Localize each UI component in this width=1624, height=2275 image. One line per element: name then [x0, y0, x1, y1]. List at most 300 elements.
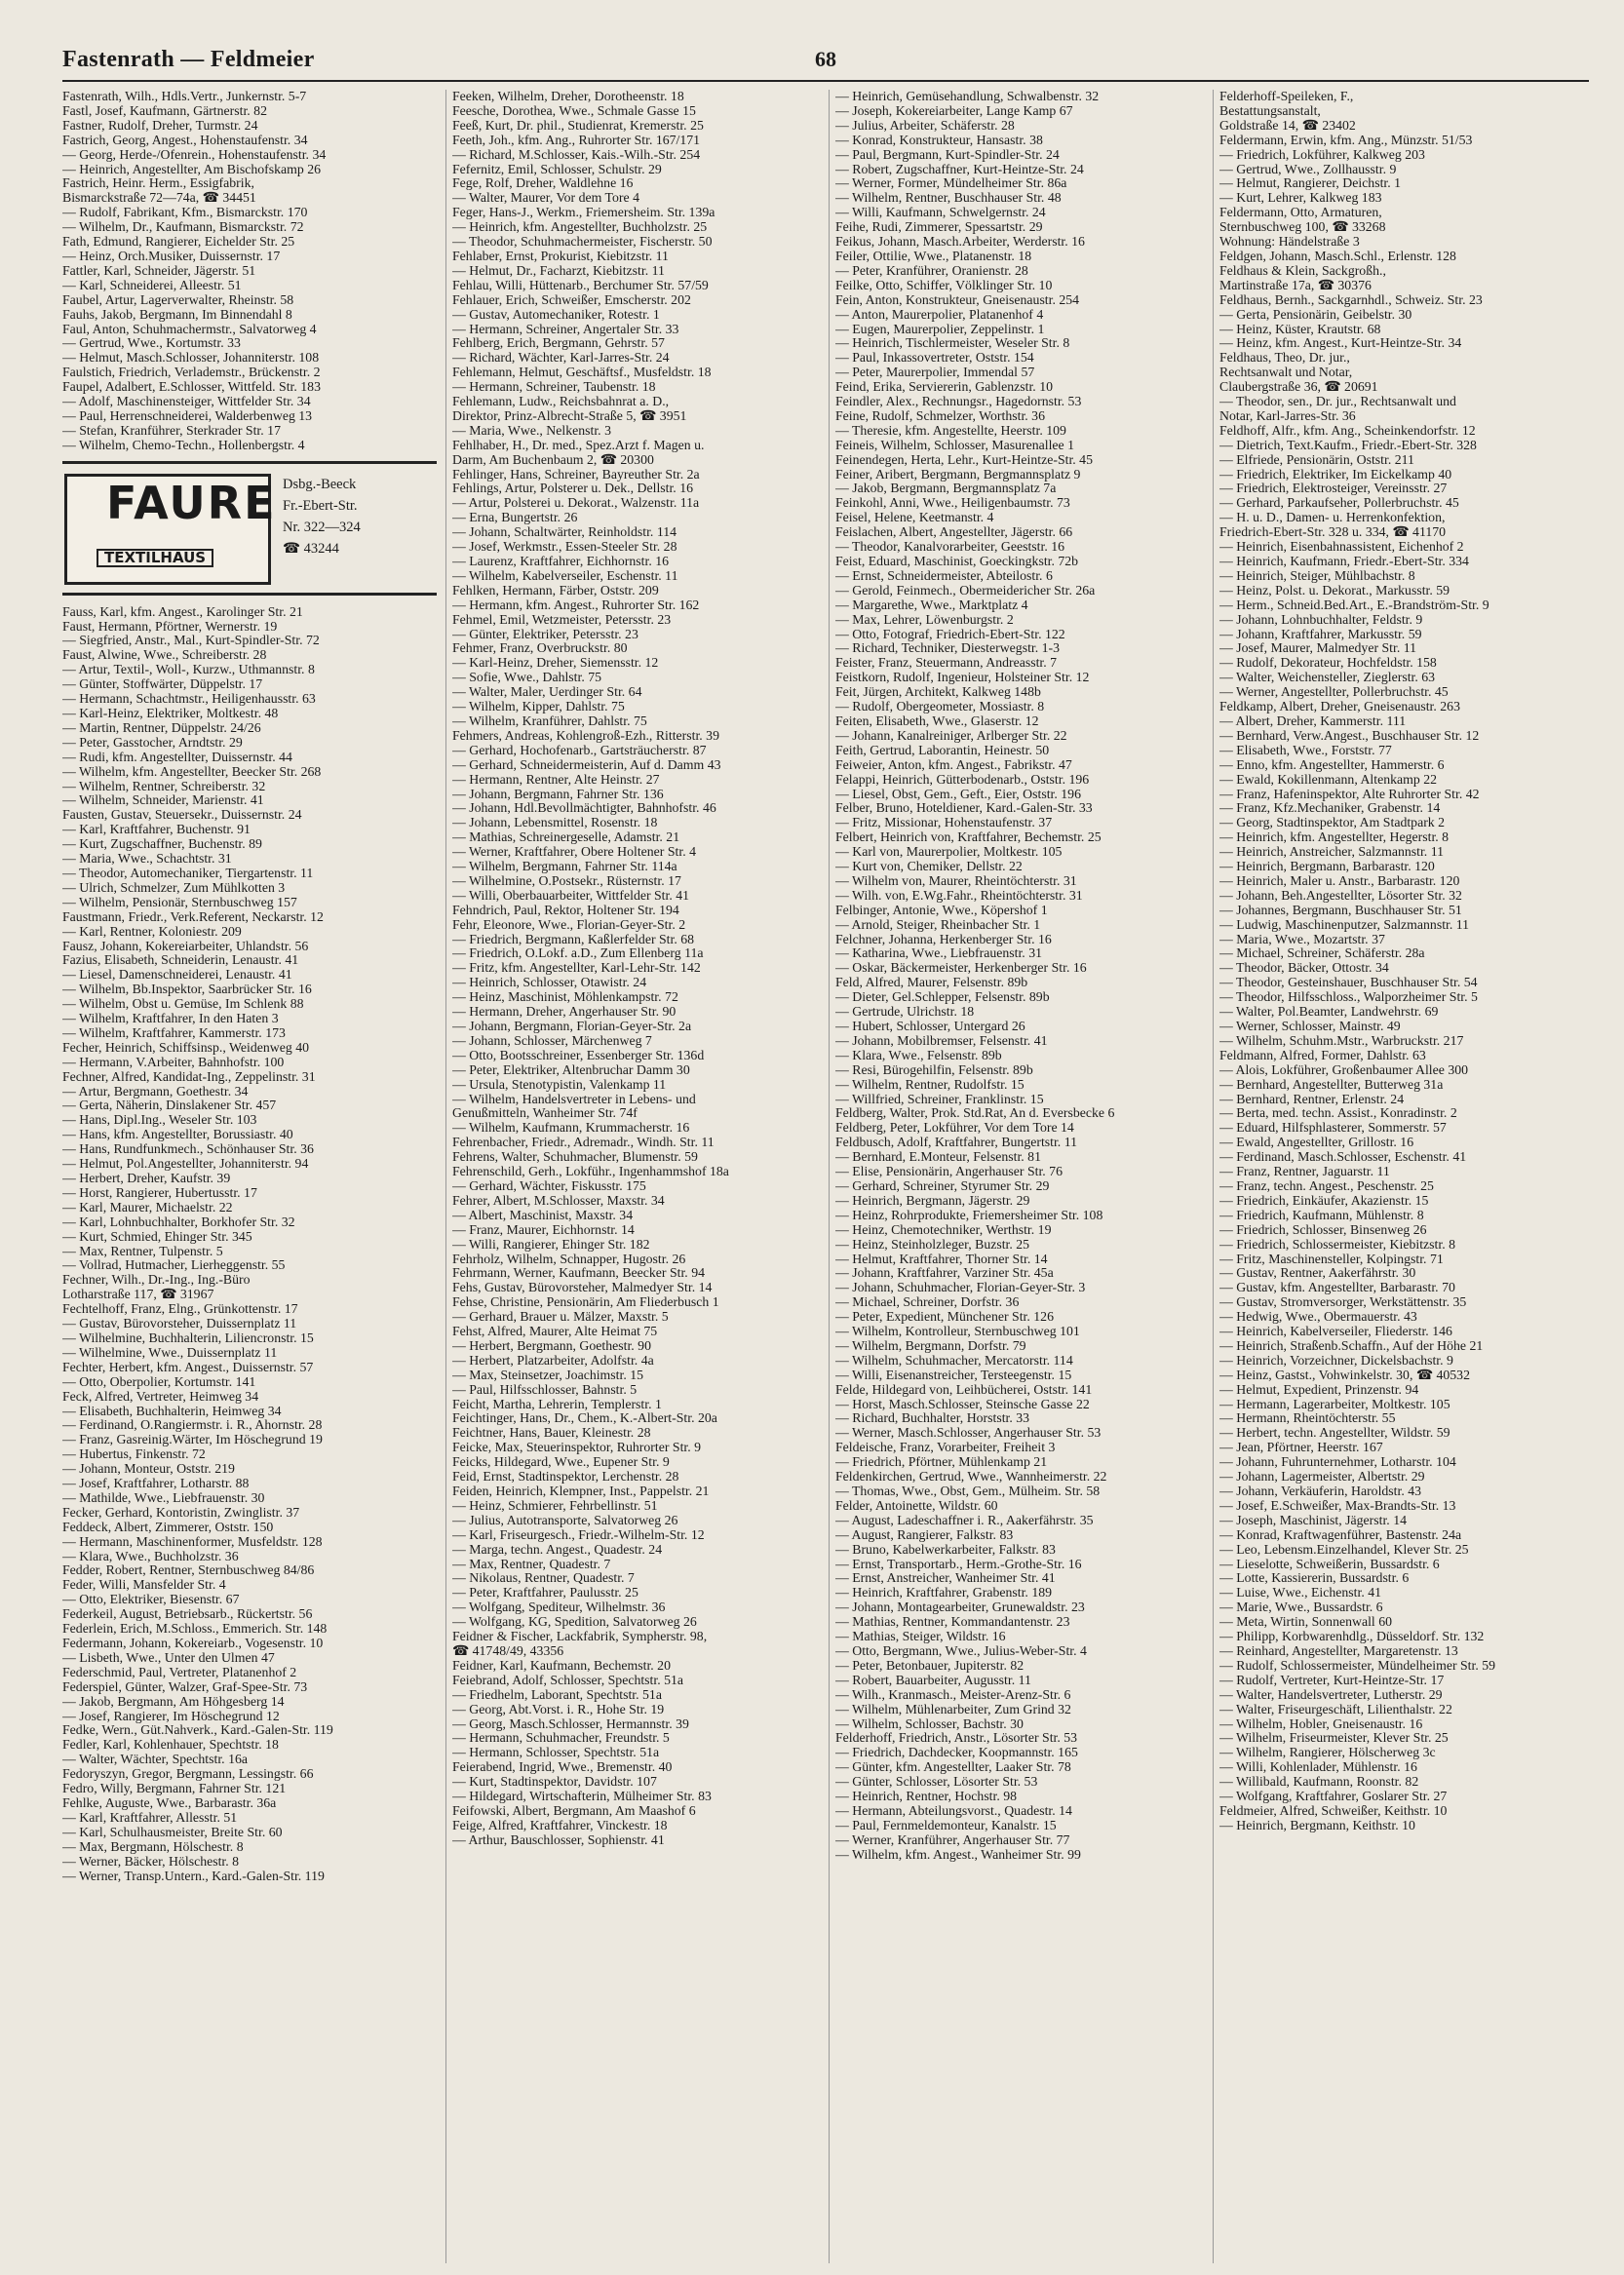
directory-entry: Feldkamp, Albert, Dreher, Gneisenaustr. 263 [1219, 700, 1460, 714]
directory-entry: Fastl, Josef, Kaufmann, Gärtnerstr. 82 [62, 103, 267, 118]
directory-entry: Feeken, Wilhelm, Dreher, Dorotheenstr. 18 [452, 90, 684, 103]
directory-entry: — Wilhelm, Kontrolleur, Sternbuschweg 101 [835, 1325, 1080, 1339]
directory-entry: Fehrenschild, Gerh., Lokführ., Ingenhammshof 18a [452, 1165, 729, 1179]
directory-entry: — Wilhelm, Bergmann, Fahrner Str. 114a [452, 860, 677, 874]
directory-entry: Fehlke, Auguste, Wwe., Barbarastr. 36a [62, 1795, 277, 1810]
directory-entry: — Friedrich, Bergmann, Kaßlerfelder Str. 68 [452, 932, 695, 946]
directory-entry: Fechtelhoff, Franz, Elng., Grünkottenstr. 17 [62, 1302, 298, 1317]
directory-entry: Fedoryszyn, Gregor, Bergmann, Lessingstr. 66 [62, 1767, 314, 1782]
directory-entry: Fehrmann, Werner, Kaufmann, Beecker Str. 94 [452, 1266, 705, 1281]
directory-entry: — Helmut, Pol.Angestellter, Johanniterstr. 94 [62, 1157, 309, 1172]
directory-entry: Felderhoff-Speileken, F., [1219, 90, 1354, 103]
directory-entry: — Jakob, Bergmann, Bergmannsplatz 7a [835, 482, 1057, 496]
directory-entry: — Fritz, Missionar, Hohenstaufenstr. 37 [835, 816, 1053, 830]
directory-entry: — Johannes, Bergmann, Buschhauser Str. 51 [1219, 903, 1462, 917]
directory-entry: — Wilhelm, Schuhmacher, Mercatorstr. 114 [835, 1353, 1073, 1368]
directory-entry: — Wilhelm, Handelsvertreter in Lebens- und [452, 1092, 696, 1106]
directory-entry: — Friedrich, Elektrosteiger, Vereinsstr. 27 [1219, 482, 1448, 496]
directory-entry: Federschmid, Paul, Vertreter, Platanenhof 2 [62, 1665, 297, 1679]
faure-address [283, 474, 361, 559]
directory-entry: — Friedrich, Dachdecker, Koopmannstr. 165 [835, 1746, 1078, 1760]
directory-entry: — Werner, Masch.Schlosser, Angerhauser Str. 53 [835, 1426, 1102, 1441]
directory-entry: — H. u. D., Damen- u. Herrenkonfektion, [1219, 511, 1446, 525]
directory-entry: Feldberg, Peter, Lokführer, Vor dem Tore 14 [835, 1121, 1074, 1136]
directory-entry: — Otto, Oberpolier, Kortumstr. 141 [62, 1374, 256, 1389]
directory-entry: Felbinger, Antonie, Wwe., Köpershof 1 [835, 903, 1048, 917]
directory-entry: — Fritz, Maschinensteller, Kolpingstr. 71 [1219, 1252, 1444, 1266]
directory-entry: — Klara, Wwe., Buchholzstr. 36 [62, 1549, 239, 1563]
directory-entry: — Wilhelm, Chemo-Techn., Hollenbergstr. 4 [62, 438, 305, 452]
directory-entry: — Heinrich, Maler u. Anstr., Barbarastr. 120 [1219, 873, 1460, 888]
directory-entry: — Wilhelm, Rangierer, Hölscherweg 3c [1219, 1746, 1436, 1760]
directory-entry: Fefernitz, Emil, Schlosser, Schulstr. 29 [452, 162, 662, 176]
directory-entry: — Wilhelm von, Maurer, Rheintöchterstr. 31 [835, 873, 1077, 888]
directory-entry: — Kurt von, Chemiker, Dellstr. 22 [835, 860, 1023, 874]
directory-entry: — Hans, Rundfunkmech., Schönhauser Str. 36 [62, 1142, 314, 1157]
directory-entry: — Willi, Rangierer, Ehinger Str. 182 [452, 1237, 650, 1252]
directory-entry: — Max, Rentner, Tulpenstr. 5 [62, 1244, 223, 1258]
faure-advertisement [62, 461, 437, 596]
directory-entry: Feeß, Kurt, Dr. phil., Studienrat, Kremerstr. 25 [452, 118, 704, 133]
directory-entry: — Willi, Kohlenlader, Mühlenstr. 16 [1219, 1760, 1417, 1775]
directory-entry: — Mathias, Schreinergeselle, Adamstr. 21 [452, 830, 680, 845]
directory-entry: Feinendegen, Herta, Lehr., Kurt-Heintze-Str. 45 [835, 452, 1093, 467]
directory-entry: — Artur, Textil-, Woll-, Kurzw., Uthmannstr. 8 [62, 663, 315, 677]
directory-entry: Feidner, Karl, Kaufmann, Bechemstr. 20 [452, 1658, 671, 1673]
directory-entry: — Johann, Bergmann, Florian-Geyer-Str. 2a [452, 1020, 692, 1033]
directory-entry: — Mathias, Steiger, Wildstr. 16 [835, 1630, 1006, 1644]
directory-entry: Fausz, Johann, Kokereiarbeiter, Uhlandstr. 56 [62, 939, 309, 953]
directory-entry: — Sofie, Wwe., Dahlstr. 75 [452, 671, 602, 685]
directory-entry: Feiweier, Anton, kfm. Angest., Fabrikstr. 47 [835, 757, 1072, 772]
directory-entry: — Günter, Stoffwärter, Düppelstr. 17 [62, 677, 263, 692]
directory-entry: Feid, Ernst, Stadtinspektor, Lerchenstr. 28 [452, 1470, 679, 1485]
directory-entry: — Bernhard, Verw.Angest., Buschhauser Str. 12 [1219, 728, 1480, 743]
directory-entry: — Gustav, Automechaniker, Rotestr. 1 [452, 307, 660, 322]
directory-entry: Feeth, Joh., kfm. Ang., Ruhrorter Str. 167/171 [452, 133, 701, 147]
directory-entry: Felderhoff, Friedrich, Anstr., Lösorter Str. 53 [835, 1731, 1078, 1746]
directory-entry: — Marga, techn. Angest., Quadestr. 24 [452, 1542, 663, 1557]
directory-entry: — Johann, Verkäuferin, Haroldstr. 43 [1219, 1485, 1422, 1498]
directory-entry: — Erna, Bungertstr. 26 [452, 511, 578, 525]
directory-entry: — Wilhelm, kfm. Angest., Wanheimer Str. 99 [835, 1847, 1081, 1862]
directory-entry: — Walter, Maler, Uerdinger Str. 64 [452, 685, 642, 700]
directory-entry: Fehrens, Walter, Schuhmacher, Blumenstr. 59 [452, 1150, 698, 1165]
directory-entry: — Otto, Elektriker, Biesenstr. 67 [62, 1593, 240, 1607]
directory-entry: — Herm., Schneid.Bed.Art., E.-Brandström-Str. 9 [1219, 598, 1489, 612]
directory-entry: — Peter, Kraftfahrer, Paulusstr. 25 [452, 1586, 638, 1600]
directory-entry: — Gerta, Näherin, Dinslakener Str. 457 [62, 1099, 277, 1113]
directory-entry: — Peter, Kranführer, Oranienstr. 28 [835, 263, 1028, 278]
directory-entry: Feiner, Aribert, Bergmann, Bergmannsplatz 9 [835, 467, 1081, 482]
directory-entry: — Walter, Weichensteller, Zieglerstr. 63 [1219, 671, 1436, 685]
directory-entry: — Lieselotte, Schweißerin, Bussardstr. 6 [1219, 1557, 1440, 1571]
directory-entry: — Helmut, Rangierer, Deichstr. 1 [1219, 176, 1402, 191]
directory-entry: — Franz, Maurer, Eichhornstr. 14 [452, 1222, 635, 1237]
directory-entry: — Gerhard, Schneidermeisterin, Auf d. Damm 43 [452, 757, 721, 772]
directory-entry: Lotharstraße 117, ☎ 31967 [62, 1288, 214, 1302]
directory-entry: Darm, Am Buchenbaum 2, ☎ 20300 [452, 452, 654, 467]
directory-entry: — Hermann, Dreher, Angerhauser Str. 90 [452, 1005, 677, 1020]
directory-entry: — Gerhard, Wächter, Fiskusstr. 175 [452, 1178, 646, 1193]
directory-entry: — Wolfgang, Spediteur, Wilhelmstr. 36 [452, 1600, 666, 1615]
directory-entry: Feck, Alfred, Vertreter, Heimweg 34 [62, 1389, 259, 1404]
directory-entry: Feindler, Alex., Rechnungsr., Hagedornstr. 53 [835, 395, 1082, 409]
directory-entry: — Wilhelm, Bb.Inspektor, Saarbrücker Str. 16 [62, 983, 312, 997]
directory-entry: Fath, Edmund, Rangierer, Eichelder Str. 25 [62, 235, 295, 250]
directory-entry: — Heinrich, Anstreicher, Salzmannstr. 11 [1219, 845, 1444, 860]
entry-list-1b [62, 605, 437, 1884]
directory-entry: — Elisabeth, Wwe., Forststr. 77 [1219, 743, 1392, 757]
directory-entry: — Paul, Inkassovertreter, Oststr. 154 [835, 351, 1034, 366]
directory-entry: — Liesel, Obst, Gem., Geft., Eier, Oststr. 196 [835, 787, 1081, 801]
directory-entry: — Meta, Wirtin, Sonnenwall 60 [1219, 1615, 1392, 1630]
directory-entry: — Resi, Bürogehilfin, Felsenstr. 89b [835, 1062, 1033, 1077]
directory-entry: Wohnung: Händelstraße 3 [1219, 235, 1360, 250]
directory-entry: — Richard, Techniker, Diesterwegstr. 1-3 [835, 641, 1061, 656]
directory-entry: — Günter, Schlosser, Lösorter Str. 53 [835, 1775, 1038, 1790]
directory-entry: — Johann, Hdl.Bevollmächtigter, Bahnhofstr. 46 [452, 801, 716, 816]
directory-entry: — Horst, Rangierer, Hubertusstr. 17 [62, 1185, 257, 1200]
directory-entry: Feicke, Max, Steuerinspektor, Ruhrorter Str. 9 [452, 1441, 702, 1455]
directory-entry: Fedke, Wern., Güt.Nahverk., Kard.-Galen-Str. 119 [62, 1723, 333, 1738]
directory-entry: — Heinrich, Rentner, Hochstr. 98 [835, 1790, 1018, 1804]
directory-entry: — Artur, Bergmann, Goethestr. 34 [62, 1084, 249, 1099]
directory-entry: — Josef, Werkmstr., Essen-Steeler Str. 28 [452, 540, 677, 555]
directory-entry: — Hedwig, Wwe., Obermauerstr. 43 [1219, 1310, 1417, 1325]
directory-entry: — Wilhelm, Kipper, Dahlstr. 75 [452, 700, 625, 714]
directory-entry: Felder, Antoinette, Wildstr. 60 [835, 1498, 998, 1513]
directory-entry: — Friedrich, Lokführer, Kalkweg 203 [1219, 147, 1425, 162]
directory-entry: — Maria, Wwe., Schachtstr. 31 [62, 852, 232, 867]
directory-entry: — Liesel, Damenschneiderei, Lenaustr. 41 [62, 968, 292, 983]
directory-entry: Fecker, Gerhard, Kontoristin, Zwinglistr. 37 [62, 1505, 300, 1520]
directory-entry: — Hermann, V.Arbeiter, Bahnhofstr. 100 [62, 1055, 285, 1069]
directory-entry: — Johann, Lebensmittel, Rosenstr. 18 [452, 816, 658, 830]
directory-entry: — Horst, Masch.Schlosser, Steinsche Gasse 22 [835, 1397, 1090, 1411]
directory-entry: — Kurt, Lehrer, Kalkweg 183 [1219, 191, 1382, 206]
directory-entry: Direktor, Prinz-Albrecht-Straße 5, ☎ 3951 [452, 408, 687, 423]
directory-entry: — Johann, Schuhmacher, Florian-Geyer-Str. 3 [835, 1281, 1086, 1295]
directory-entry: — Gertrude, Ulrichstr. 18 [835, 1005, 975, 1020]
directory-entry: — Johann, Lohnbuchhalter, Feldstr. 9 [1219, 612, 1423, 627]
directory-entry: — Arnold, Steiger, Rheinbacher Str. 1 [835, 917, 1041, 932]
directory-entry: — Wilhelm, Kaufmann, Krummacherstr. 16 [452, 1121, 690, 1136]
directory-entry: — Wilhelm, Kraftfahrer, In den Haten 3 [62, 1012, 279, 1026]
directory-entry: — Rudolf, Dekorateur, Hochfeldstr. 158 [1219, 656, 1437, 671]
directory-entry: — Peter, Expedient, Münchener Str. 126 [835, 1310, 1054, 1325]
directory-entry: Feicht, Martha, Lehrerin, Templerstr. 1 [452, 1397, 662, 1411]
directory-entry: Feige, Alfred, Kraftfahrer, Vinckestr. 18 [452, 1818, 668, 1832]
entry-list-4 [1219, 90, 1596, 1833]
directory-entry: — Wilhelm, Schneider, Marienstr. 41 [62, 793, 264, 808]
directory-entry: Fastenrath, Wilh., Hdls.Vertr., Junkernstr. 5-7 [62, 90, 307, 103]
directory-entry: — Wolfgang, KG, Spedition, Salvatorweg 26 [452, 1615, 697, 1630]
directory-entry: Martinstraße 17a, ☎ 30376 [1219, 278, 1372, 292]
directory-entry: — Gertrud, Wwe., Kortumstr. 33 [62, 336, 241, 351]
directory-entry: — Hermann, Rentner, Alte Heinstr. 27 [452, 772, 660, 787]
directory-entry: — Wilhelmine, O.Postsekr., Rüsternstr. 17 [452, 873, 681, 888]
directory-entry: — Heinrich, Vorzeichner, Dickelsbachstr. 9 [1219, 1353, 1453, 1368]
directory-entry: — Johann, Schaltwärter, Reinholdstr. 114 [452, 525, 677, 540]
directory-entry: Feistkorn, Rudolf, Ingenieur, Holsteiner Str. 12 [835, 671, 1090, 685]
directory-entry: — Enno, kfm. Angestellter, Hammerstr. 6 [1219, 757, 1445, 772]
directory-entry: Bestattungsanstalt, [1219, 103, 1321, 118]
directory-entry: — Wilhelm, Bergmann, Dorfstr. 79 [835, 1338, 1026, 1353]
directory-entry: Feisel, Helene, Keetmanstr. 4 [835, 511, 994, 525]
entry-list-2 [452, 90, 827, 1848]
directory-entry: Fazius, Elisabeth, Schneiderin, Lenaustr. 41 [62, 953, 299, 968]
directory-entry: — Ulrich, Schmelzer, Zum Mühlkotten 3 [62, 880, 286, 895]
directory-entry: — Johann, Kanalreiniger, Arlberger Str. 22 [835, 728, 1067, 743]
directory-entry: — Wilhelmine, Wwe., Duissernplatz 11 [62, 1345, 278, 1360]
directory-entry: — Gerhard, Hochofenarb., Gartsträucherstr. 87 [452, 743, 707, 757]
directory-entry: — Heinz, Polst. u. Dekorat., Markusstr. 59 [1219, 583, 1450, 598]
directory-entry: — Marie, Wwe., Bussardstr. 6 [1219, 1600, 1383, 1615]
faure-address-line-3: Nr. 322—324 [283, 519, 361, 535]
directory-entry: Feesche, Dorothea, Wwe., Schmale Gasse 15 [452, 103, 696, 118]
directory-entry: Notar, Karl-Jarres-Str. 36 [1219, 408, 1356, 423]
directory-entry: — Otto, Fotograf, Friedrich-Ebert-Str. 122 [835, 627, 1065, 641]
directory-entry: Feldgen, Johann, Masch.Schl., Erlenstr. 128 [1219, 249, 1456, 263]
directory-entry: — Willi, Kaufmann, Schwelgernstr. 24 [835, 206, 1046, 220]
directory-entry: — Paul, Bergmann, Kurt-Spindler-Str. 24 [835, 147, 1060, 162]
directory-entry: — Gerta, Pensionärin, Geibelstr. 30 [1219, 307, 1412, 322]
directory-entry: — Friedrich, Einkäufer, Akazienstr. 15 [1219, 1193, 1429, 1208]
directory-entry: — Hermann, Rheintöchterstr. 55 [1219, 1411, 1396, 1426]
directory-entry: — Hildegard, Wirtschafterin, Mülheimer Str. 83 [452, 1790, 712, 1804]
directory-entry: Fehs, Gustav, Bürovorsteher, Malmedyer Str. 14 [452, 1281, 713, 1295]
directory-entry: — Heinrich, Tischlermeister, Weseler Str. 8 [835, 336, 1070, 351]
directory-entry: — Josef, E.Schweißer, Max-Brandts-Str. 13 [1219, 1498, 1456, 1513]
directory-entry: — Theodor, Automechaniker, Tiergartenstr. 11 [62, 866, 314, 880]
directory-entry: — Herbert, techn. Angestellter, Wildstr. 59 [1219, 1426, 1450, 1441]
directory-entry: — Bruno, Kabelwerkarbeiter, Falkstr. 83 [835, 1542, 1056, 1557]
directory-entry: Feldhaus & Klein, Sackgroßh., [1219, 263, 1386, 278]
directory-entry: — Joseph, Maschinist, Jägerstr. 14 [1219, 1513, 1407, 1527]
directory-entry: Rechtsanwalt und Notar, [1219, 366, 1353, 380]
directory-entry: — Otto, Bergmann, Wwe., Julius-Weber-Str. 4 [835, 1643, 1087, 1658]
directory-entry: — Gustav, Rentner, Aakerfährstr. 30 [1219, 1266, 1416, 1281]
directory-entry: Fehlings, Artur, Polsterer u. Dek., Dellstr. 16 [452, 482, 694, 496]
directory-entry: — Josef, Maurer, Malmedyer Str. 11 [1219, 641, 1417, 656]
faure-address-line-1: Dsbg.-Beeck [283, 476, 357, 492]
directory-entry: Faulstich, Friedrich, Verlademstr., Brückenstr. 2 [62, 366, 321, 380]
directory-entry: — Johann, Kraftfahrer, Varziner Str. 45a [835, 1266, 1054, 1281]
directory-entry: Feifowski, Albert, Bergmann, Am Maashof 6 [452, 1803, 696, 1818]
directory-entry: — Alois, Lokführer, Großenbaumer Allee 300 [1219, 1062, 1469, 1077]
directory-entry: — Heinz, Chemotechniker, Werthstr. 19 [835, 1222, 1052, 1237]
directory-entry: — Helmut, Kraftfahrer, Thorner Str. 14 [835, 1252, 1048, 1266]
directory-entry: — Rudolf, Obergeometer, Mossiastr. 8 [835, 700, 1045, 714]
directory-entry: — Johann, Fuhrunternehmer, Lotharstr. 104 [1219, 1455, 1456, 1470]
directory-entry: Faustmann, Friedr., Verk.Referent, Neckarstr. 12 [62, 909, 324, 924]
directory-entry: Fehst, Alfred, Maurer, Alte Heimat 75 [452, 1325, 658, 1339]
directory-entry: Feldberg, Walter, Prok. Std.Rat, An d. Eversbecke 6 [835, 1106, 1115, 1121]
directory-entry: — Johann, Beh.Angestellter, Lösorter Str. 32 [1219, 888, 1462, 903]
directory-entry: Felde, Hildegard von, Leihbücherei, Oststr. 141 [835, 1382, 1093, 1397]
directory-entry: — Ewald, Kokillenmann, Altenkamp 22 [1219, 772, 1438, 787]
directory-entry: — Albert, Maschinist, Maxstr. 34 [452, 1208, 634, 1222]
directory-entry: — Franz, Hafeninspektor, Alte Ruhrorter Str. 42 [1219, 787, 1480, 801]
directory-entry: Bismarckstraße 72—74a, ☎ 34451 [62, 191, 256, 206]
directory-entry: — Karl, Kraftfahrer, Buchenstr. 91 [62, 823, 251, 837]
directory-entry: — Heinrich, Angestellter, Am Bischofskamp 26 [62, 162, 321, 176]
directory-entry: — Rudolf, Fabrikant, Kfm., Bismarckstr. 170 [62, 206, 308, 220]
directory-entry: Fehse, Christine, Pensionärin, Am Fliederbusch 1 [452, 1295, 719, 1310]
directory-entry: Feldhaus, Theo, Dr. jur., [1219, 351, 1350, 366]
directory-entry: Feind, Erika, Serviererin, Gablenzstr. 10 [835, 380, 1053, 395]
directory-entry: — Willfried, Schreiner, Franklinstr. 15 [835, 1092, 1044, 1106]
directory-entry: — Heinz, Rohrprodukte, Friemersheimer Str. 108 [835, 1208, 1103, 1222]
directory-entry: — Franz, techn. Angest., Peschenstr. 25 [1219, 1178, 1434, 1193]
directory-entry: Feldermann, Erwin, kfm. Ang., Münzstr. 51/53 [1219, 133, 1473, 147]
directory-entry: — Willi, Eisenanstreicher, Tersteegenstr. 15 [835, 1368, 1072, 1382]
directory-entry: — Werner, Angestellter, Pollerbruchstr. 45 [1219, 685, 1449, 700]
directory-entry: — Luise, Wwe., Eichenstr. 41 [1219, 1586, 1382, 1600]
directory-entry: — Kurt, Zugschaffner, Buchenstr. 89 [62, 837, 262, 852]
directory-entry: — Hermann, Schreiner, Taubenstr. 18 [452, 380, 656, 395]
directory-entry: — Richard, Buchhalter, Horststr. 33 [835, 1411, 1030, 1426]
directory-entry: — Heinz, Gastst., Vohwinkelstr. 30, ☎ 40532 [1219, 1368, 1470, 1382]
directory-entry: — Eugen, Maurerpolier, Zeppelinstr. 1 [835, 322, 1045, 336]
entry-list-3 [835, 90, 1210, 1863]
directory-entry: — Ferdinand, Masch.Schlosser, Eschenstr. 41 [1219, 1150, 1467, 1165]
directory-entry: — Vollrad, Hutmacher, Lierheggenstr. 55 [62, 1258, 286, 1273]
directory-entry: Feldhaus, Bernh., Sackgarnhdl., Schweiz. Str. 23 [1219, 292, 1483, 307]
directory-entry: — Hubertus, Finkenstr. 72 [62, 1447, 206, 1462]
directory-entry: Felber, Bruno, Hoteldiener, Kard.-Galen-Str. 33 [835, 801, 1093, 816]
directory-entry: — Oskar, Bäckermeister, Herkenberger Str. 16 [835, 961, 1087, 976]
directory-entry: — Fritz, kfm. Angestellter, Karl-Lehr-Str. 142 [452, 961, 701, 976]
directory-entry: — Peter, Betonbauer, Jupiterstr. 82 [835, 1658, 1025, 1673]
directory-entry: Fedder, Robert, Rentner, Sternbuschweg 84/86 [62, 1563, 315, 1578]
directory-entry: — Heinrich, Bergmann, Keithstr. 10 [1219, 1818, 1415, 1832]
directory-entry: — Johann, Kraftfahrer, Markusstr. 59 [1219, 627, 1422, 641]
directory-entry: — Herbert, Dreher, Kaufstr. 39 [62, 1172, 231, 1185]
directory-entry: — Hubert, Schlosser, Untergard 26 [835, 1020, 1025, 1033]
directory-entry: — Wilhelm, Rentner, Buschhauser Str. 48 [835, 191, 1062, 206]
column-2 [445, 90, 827, 2263]
directory-entry: — Friedrich, O.Lokf. a.D., Zum Ellenberg 11a [452, 946, 704, 961]
directory-entry: — Karl von, Maurerpolier, Moltkestr. 105 [835, 845, 1063, 860]
directory-entry: — Helmut, Dr., Facharzt, Kiebitzstr. 11 [452, 263, 665, 278]
directory-entry: Feiten, Elisabeth, Wwe., Glaserstr. 12 [835, 713, 1039, 728]
directory-entry: Fastrich, Heinr. Herm., Essigfabrik, [62, 176, 254, 191]
directory-entry: — Günter, kfm. Angestellter, Laaker Str. 78 [835, 1760, 1071, 1775]
directory-entry: — Gustav, Stromversorger, Werkstättenstr. 35 [1219, 1295, 1467, 1310]
directory-entry: — Siegfried, Anstr., Mal., Kurt-Spindler-Str. 72 [62, 634, 320, 648]
directory-entry: — Albert, Dreher, Kammerstr. 111 [1219, 713, 1407, 728]
directory-entry: — Mathilde, Wwe., Liebfrauenstr. 30 [62, 1490, 265, 1505]
directory-entry: — Theodor, Bäcker, Ottostr. 34 [1219, 961, 1389, 976]
directory-entry: — Franz, Gasreinig.Wärter, Im Höschegrund 19 [62, 1433, 323, 1447]
directory-entry: — Max, Steinsetzer, Joachimstr. 15 [452, 1368, 644, 1382]
directory-entry: — Wilhelm, Kraftfahrer, Kammerstr. 173 [62, 1025, 286, 1040]
directory-entry: Faupel, Adalbert, E.Schlosser, Wittfeld. Str. 183 [62, 380, 321, 395]
directory-entry: — Paul, Herrenschneiderei, Walderbenweg 13 [62, 408, 313, 423]
directory-entry: Fehlinger, Hans, Schreiner, Bayreuther Str. 2a [452, 467, 700, 482]
directory-entry: — Josef, Kraftfahrer, Lotharstr. 88 [62, 1477, 250, 1491]
directory-entry: — Bernhard, Rentner, Erlenstr. 24 [1219, 1092, 1405, 1106]
directory-entry: — Hermann, kfm. Angest., Ruhrorter Str. 162 [452, 598, 700, 612]
directory-entry: — Elfriede, Pensionärin, Oststr. 211 [1219, 452, 1414, 467]
directory-entry: — Herbert, Bergmann, Goethestr. 90 [452, 1338, 651, 1353]
directory-entry: — Jakob, Bergmann, Am Höhgesberg 14 [62, 1694, 285, 1709]
directory-entry: — Lisbeth, Wwe., Unter den Ulmen 47 [62, 1650, 275, 1665]
directory-entry: — Karl, Rentner, Koloniestr. 209 [62, 924, 242, 939]
directory-entry: — Rudolf, Vertreter, Kurt-Heintze-Str. 17 [1219, 1673, 1445, 1687]
directory-entry: Fehlau, Willi, Hüttenarb., Berchumer Str. 57/59 [452, 278, 709, 292]
directory-entry: Feikus, Johann, Masch.Arbeiter, Werderstr. 16 [835, 235, 1085, 250]
directory-entry: — Theodor, sen., Dr. jur., Rechtsanwalt und [1219, 395, 1456, 409]
directory-entry: Fehmer, Franz, Overbruckstr. 80 [452, 641, 628, 656]
directory-entry: — Wilhelm, Friseurmeister, Klever Str. 25 [1219, 1731, 1449, 1746]
directory-entry: — Berta, med. techn. Assist., Konradinstr. 2 [1219, 1106, 1457, 1121]
directory-entry: Friedrich-Ebert-Str. 328 u. 334, ☎ 41170 [1219, 525, 1447, 540]
directory-entry: Feldmann, Alfred, Former, Dahlstr. 63 [1219, 1048, 1426, 1062]
directory-entry: — Julius, Arbeiter, Schäferstr. 28 [835, 118, 1015, 133]
directory-entry: — Walter, Friseurgeschäft, Lilienthalstr. 22 [1219, 1702, 1452, 1716]
directory-entry: Faul, Anton, Schuhmachermstr., Salvatorweg 4 [62, 322, 317, 336]
faure-logo [64, 474, 277, 585]
directory-entry: Faubel, Artur, Lagerverwalter, Rheinstr. 58 [62, 292, 294, 307]
directory-entry: — Heinrich, Kaufmann, Friedr.-Ebert-Str. 334 [1219, 555, 1469, 568]
directory-entry: — Heinrich, Straßenb.Schaffn., Auf der Höhe 21 [1219, 1338, 1484, 1353]
page-title: Fastenrath — Feldmeier [62, 47, 315, 72]
directory-entry: — Eduard, Hilfsphlasterer, Sommerstr. 57 [1219, 1121, 1447, 1136]
directory-entry: Feger, Hans-J., Werkm., Friemersheim. Str. 139a [452, 206, 715, 220]
directory-entry: — Karl, Kraftfahrer, Allesstr. 51 [62, 1810, 238, 1825]
directory-entry: — Gerhard, Brauer u. Mälzer, Maxstr. 5 [452, 1310, 669, 1325]
directory-entry: ☎ 41748/49, 43356 [452, 1643, 564, 1658]
directory-entry: — Otto, Bootsschreiner, Essenberger Str. 136d [452, 1048, 705, 1062]
directory-entry: Feiebrand, Adolf, Schlosser, Spechtstr. 51a [452, 1673, 684, 1687]
directory-entry: — Artur, Polsterei u. Dekorat., Walzenstr. 11a [452, 496, 700, 511]
directory-entry: — Friedrich, Schlossermeister, Kiebitzstr. 8 [1219, 1237, 1455, 1252]
faure-brand: FAURE [106, 476, 277, 529]
directory-entry: — Theodor, Kanalvorarbeiter, Geeststr. 16 [835, 540, 1065, 555]
directory-entry: — Ernst, Schneidermeister, Abteilostr. 6 [835, 568, 1053, 583]
directory-entry: — Laurenz, Kraftfahrer, Eichhornstr. 16 [452, 555, 670, 568]
directory-entry: Fehrenbacher, Friedr., Adremadr., Windh. Str. 11 [452, 1136, 715, 1150]
directory-entry: — Rudolf, Schlossermeister, Mündelheimer Str. 59 [1219, 1658, 1496, 1673]
faure-tag: TEXTILHAUS [97, 549, 213, 567]
directory-entry: — Heinrich, Steiger, Mühlbachstr. 8 [1219, 568, 1415, 583]
directory-entry: — Wilhelm, Schlosser, Bachstr. 30 [835, 1716, 1024, 1731]
directory-entry: Claubergstraße 36, ☎ 20691 [1219, 380, 1378, 395]
directory-entry: Fedro, Willy, Bergmann, Fahrner Str. 121 [62, 1782, 287, 1796]
directory-entry: Felchner, Johanna, Herkenberger Str. 16 [835, 932, 1052, 946]
directory-entry: — Michael, Schreiner, Dorfstr. 36 [835, 1295, 1020, 1310]
directory-entry: Fausten, Gustav, Steuersekr., Duissernstr. 24 [62, 808, 302, 823]
directory-entry: — Willi, Oberbauarbeiter, Wittfelder Str. 41 [452, 888, 690, 903]
directory-entry: — Georg, Abt.Vorst. i. R., Hohe Str. 19 [452, 1702, 665, 1716]
directory-entry: — Gertrud, Wwe., Zollhausstr. 9 [1219, 162, 1397, 176]
directory-entry: Federmann, Johann, Kokereiarb., Vogesenstr. 10 [62, 1637, 324, 1650]
directory-entry: — Wilhelm, Dr., Kaufmann, Bismarckstr. 72 [62, 220, 304, 235]
directory-entry: — Theodor, Gesteinshauer, Buschhauser Str. 54 [1219, 976, 1478, 990]
directory-entry: — Helmut, Expedient, Prinzenstr. 94 [1219, 1382, 1419, 1397]
directory-entry: — Max, Bergmann, Hölschestr. 8 [62, 1839, 244, 1854]
directory-entry: — Max, Lehrer, Löwenburgstr. 2 [835, 612, 1014, 627]
directory-entry: — Ludwig, Maschinenputzer, Salzmannstr. 11 [1219, 917, 1470, 932]
directory-entry: — Rudi, kfm. Angestellter, Duissernstr. 44 [62, 750, 292, 764]
directory-entry: — Ernst, Transportarb., Herm.-Grothe-Str. 16 [835, 1557, 1082, 1571]
column-4 [1213, 90, 1596, 2263]
column-1 [62, 90, 437, 2263]
directory-entry: Faust, Alwine, Wwe., Schreiberstr. 28 [62, 648, 267, 663]
